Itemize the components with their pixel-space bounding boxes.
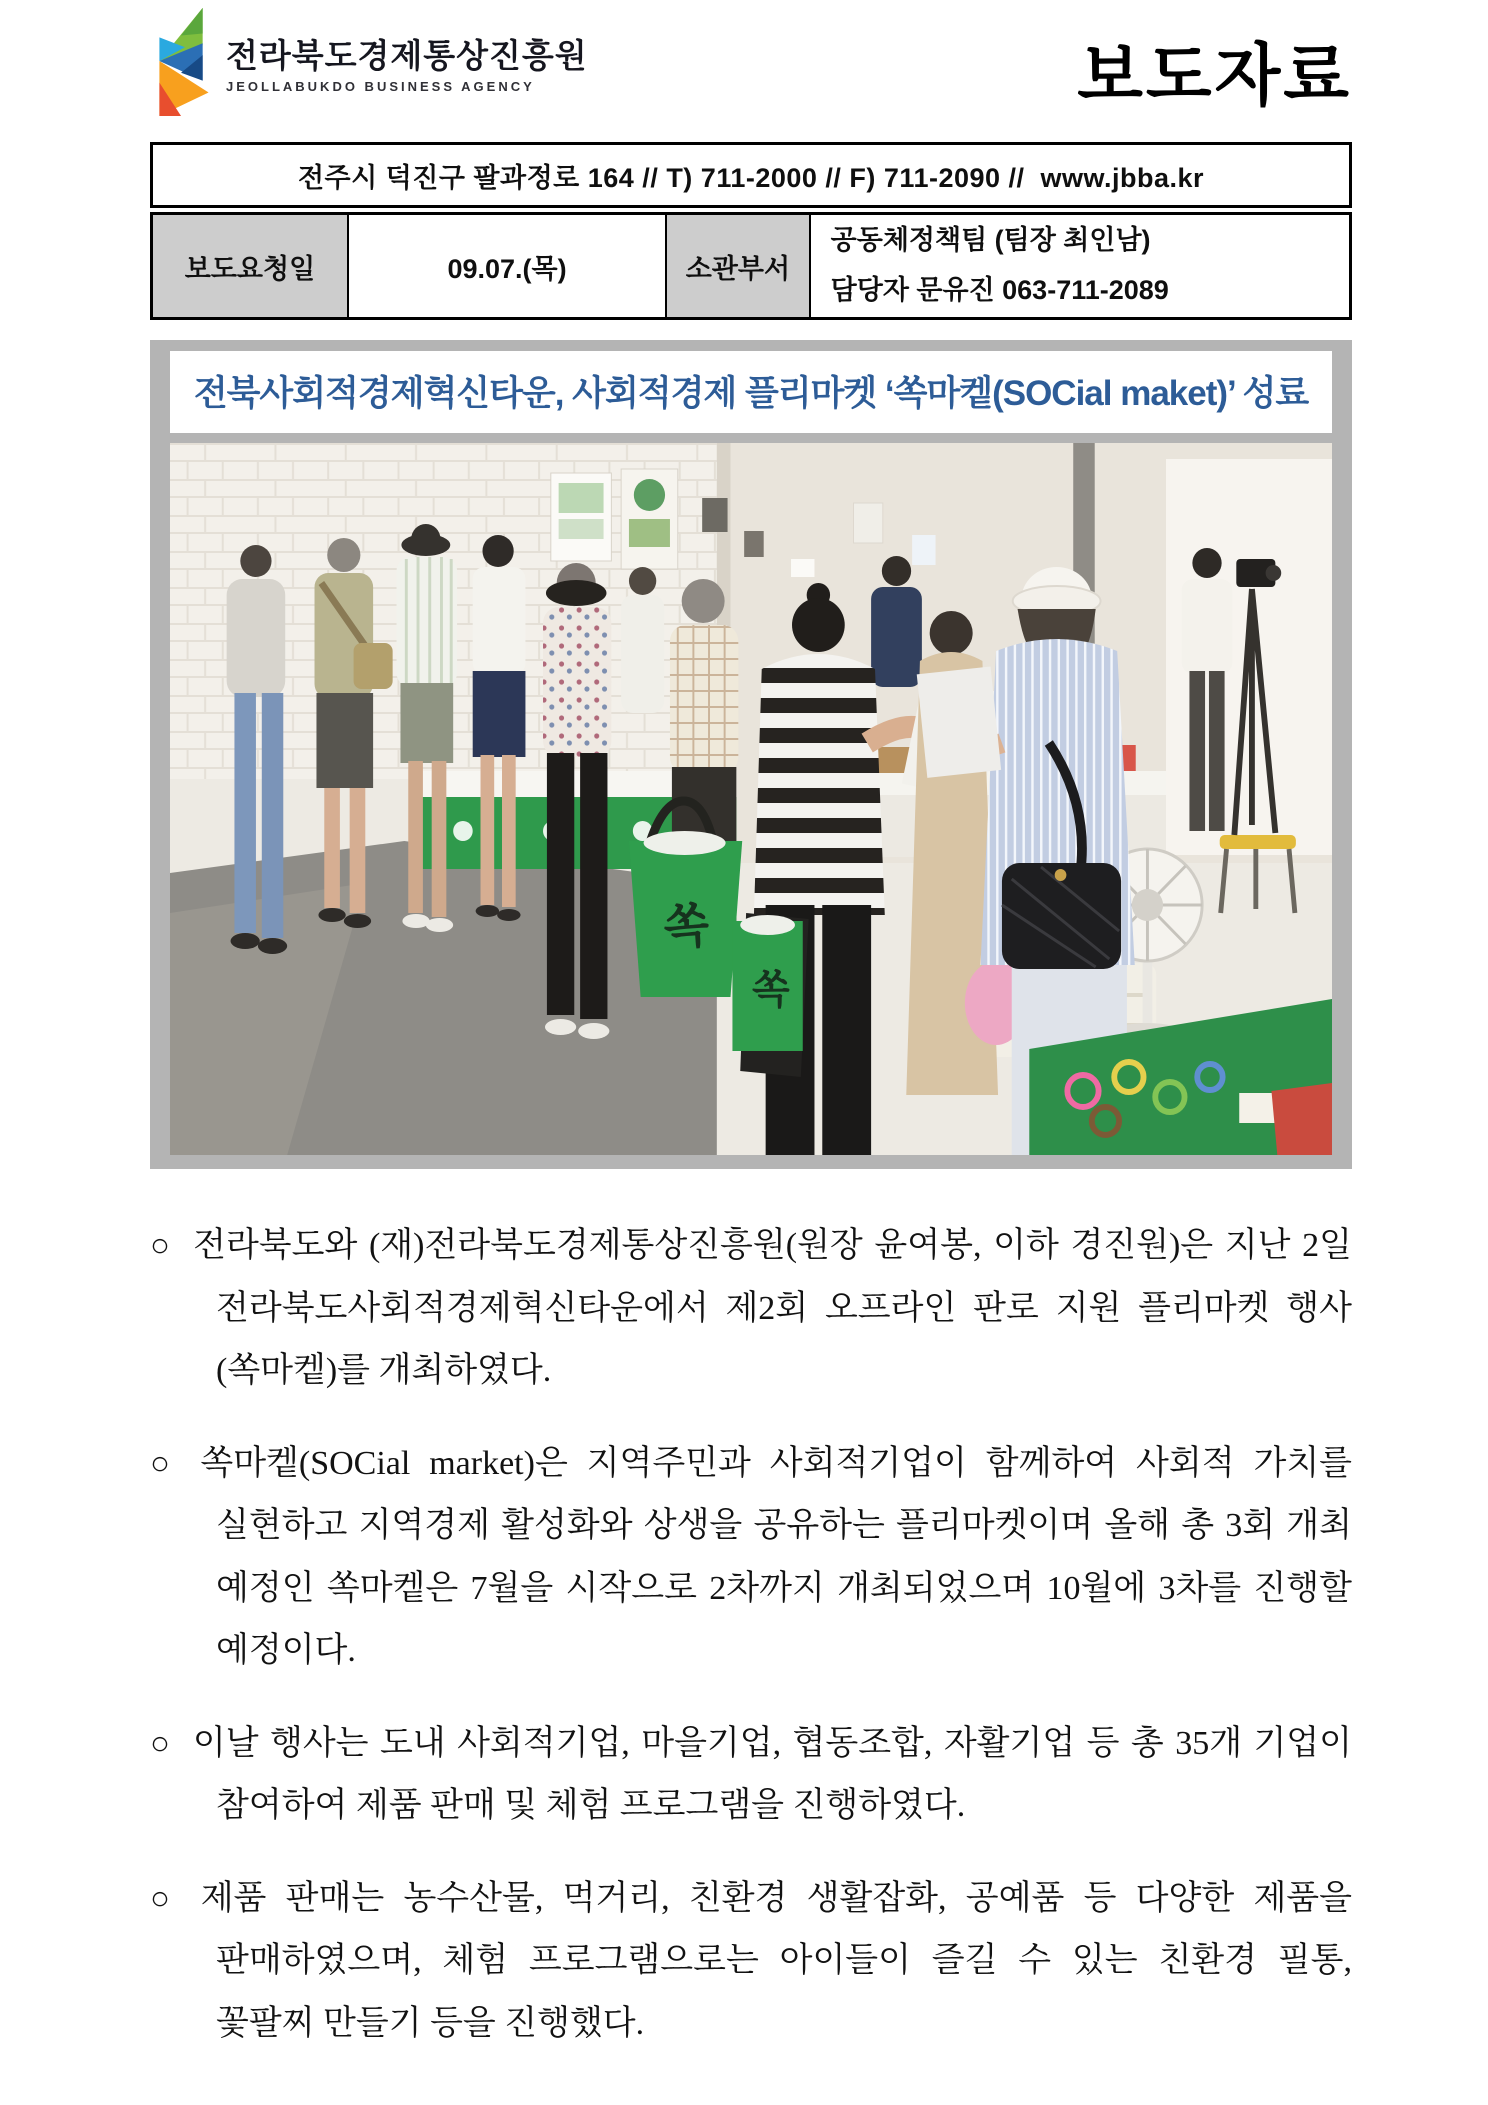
department-label: 소관부서 (666, 214, 810, 319)
press-release-page (150, 0, 1352, 2086)
bag-label-text: 쏙 (661, 898, 711, 956)
body-paragraph (150, 1868, 1352, 2056)
circle-bullet: ○ (150, 1725, 173, 1762)
contact-address-bar: 전주시 덕진구 팔과정로 164 // T) 711-2000 // F) 711-2090 // www.jbba.kr (150, 142, 1352, 208)
event-photo (170, 443, 1332, 1155)
document-type-title: 보도자료 (1077, 38, 1352, 114)
table-row (152, 214, 1351, 319)
headline-text: 전북사회적경제혁신타운, 사회적경제 플리마켓 ‘쏙마켙(SOCial maket)’ 성료 (193, 374, 1309, 413)
press-info-table (150, 212, 1352, 320)
body-paragraph (150, 1433, 1352, 1683)
logo-mark-icon (150, 4, 216, 118)
circle-bullet: ○ (150, 1880, 181, 1917)
body-paragraph (150, 1215, 1352, 1403)
department-contact-cell (810, 214, 1351, 319)
paragraph-text: 이날 행사는 도내 사회적기업, 마을기업, 협동조합, 자활기업 등 총 35개 기업이 참여하여 제품 판매 및 체험 프로그램을 진행하였다. (192, 1724, 1352, 1825)
red-bucket (1271, 1083, 1332, 1155)
bag-label-text-2: 쏙 (751, 967, 790, 1013)
paper-flyer-2 (917, 666, 1001, 777)
flea-market-photo-illustration (170, 443, 1332, 1155)
headline-banner (170, 351, 1332, 433)
photo-frame (150, 340, 1352, 1169)
paragraph-text: 쏙마켙(SOCial market)은 지역주민과 사회적기업이 함께하여 사회적 가치를 실현하고 지역경제 활성화와 상생을 공유하는 플리마켓이며 올해 총 3회 개최 예정인 쏙마켙은 7월을 시작으로 2차까지 개최되었으며 10월에 3차를 진행할 예정이다. (200, 1444, 1353, 1670)
circle-bullet: ○ (150, 1228, 174, 1264)
department-contact-line: 담당자 문유진 063-711-2089 (830, 275, 1169, 305)
department-team-line: 공동체정책팀 (팀장 최인남) (830, 225, 1151, 256)
body-paragraph (150, 1713, 1352, 1838)
circle-bullet: ○ (150, 1445, 181, 1482)
agency-logo-icon (150, 4, 216, 118)
agency-name-korean: 전라북도경제통상진흥원 (226, 37, 588, 74)
paragraph-text: 전라북도와 (재)전라북도경제통상진흥원(원장 윤여봉, 이하 경진원)은 지난 2일 전라북도사회적경제혁신타운에서 제2회 오프라인 판로 지원 플리마켓 행사(쏙마켙)를 개최하였다. (193, 1227, 1352, 1390)
agency-logo-text (226, 38, 588, 94)
request-date-label: 보도요청일 (152, 214, 348, 319)
document-header (150, 4, 1352, 132)
agency-name-english: JEOLLABUKDO BUSINESS AGENCY (226, 79, 535, 95)
body-paragraphs (150, 1215, 1352, 2056)
paragraph-text: 제품 판매는 농수산물, 먹거리, 친환경 생활잡화, 공예품 등 다양한 제품을 판매하였으며, 체험 프로그램으로는 아이들이 즐길 수 있는 친환경 필통, 꽃팔찌 만들기 등을 진행했다. (200, 1879, 1352, 2043)
request-date-value: 09.07.(목) (348, 214, 666, 319)
